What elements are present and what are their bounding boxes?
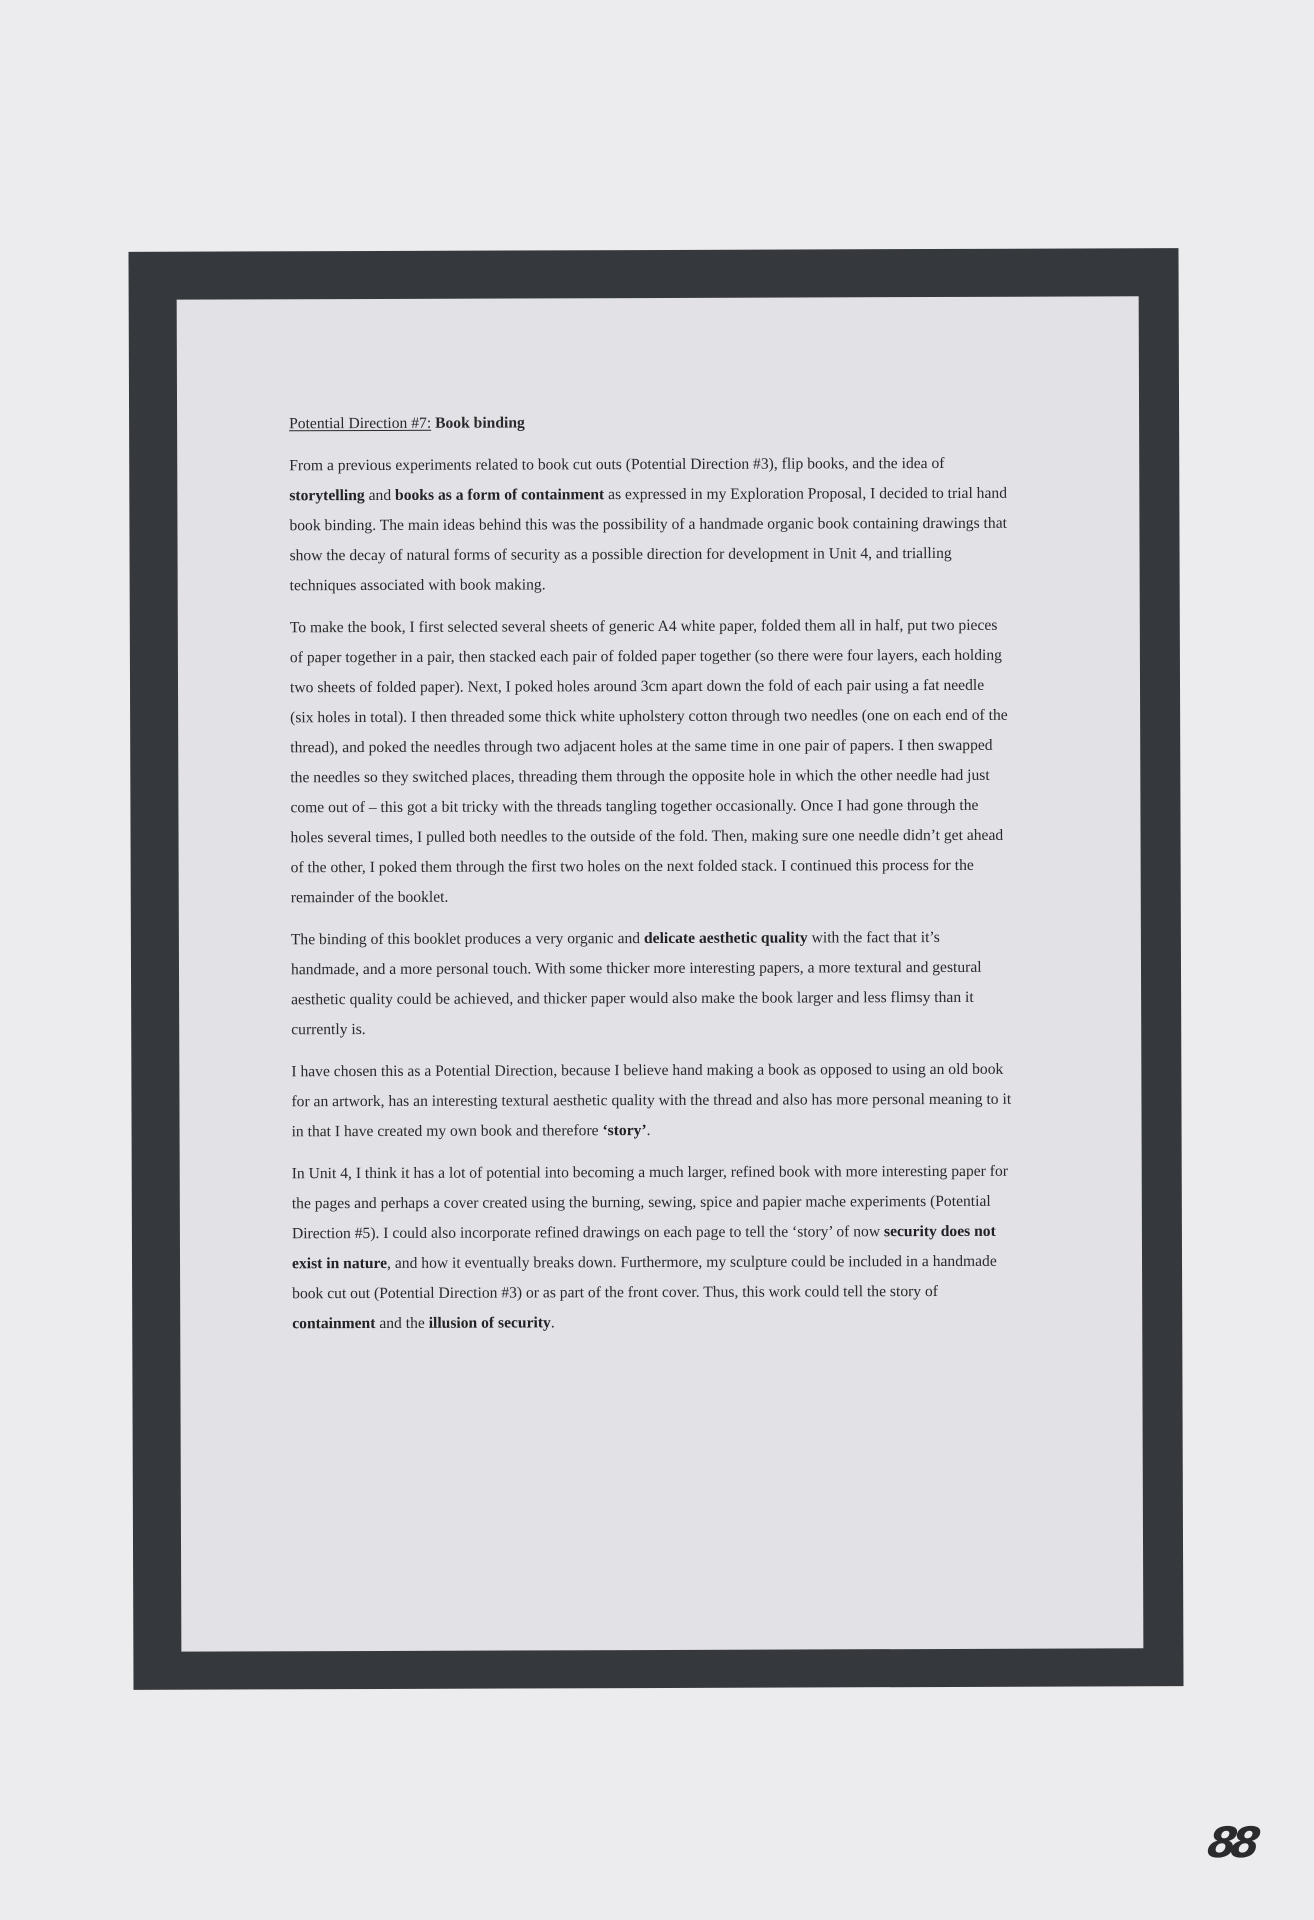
emphasis-text: books as a form of containment xyxy=(394,486,605,504)
body-paragraphs xyxy=(289,449,1012,1340)
emphasis-text: storytelling xyxy=(289,487,365,505)
emphasis-text: ‘story’ xyxy=(602,1122,647,1140)
document-content xyxy=(289,407,1012,1352)
paragraph-text: and the xyxy=(375,1314,429,1332)
emphasis-text: delicate aesthetic quality xyxy=(643,929,808,948)
body-paragraph xyxy=(290,611,1011,914)
emphasis-text: illusion of security xyxy=(428,1314,551,1332)
paragraph-text: with the fact that it’s handmade, and a more personal touch. With some thicker more interesting papers, a more textural and gestural aesthetic quality could be achieved, and thicker paper would also make the book larger and less flimsy than it currently is. xyxy=(290,929,982,1039)
paragraph-text: , and how it eventually breaks down. Furthermore, my sculpture could be included in a handmade book cut out (Potential Direction #3) or as part of the front cover. Thus, this work could tell the story of xyxy=(292,1252,997,1303)
emphasis-text: security does not exist in nature xyxy=(291,1222,996,1273)
paragraph-text: as expressed in my Exploration Proposal, I decided to trial hand book binding. The main ideas behind this was the possibility of a handmade organic book containing drawings that show the decay of natural forms of security as a possible direction for development in Unit 4, and trialling techniques associated with book making. xyxy=(289,484,1008,595)
paragraph-text: I have chosen this as a Potential Direction, because I believe hand making a book as opposed to using an old book for an artwork, has an interesting textural aesthetic quality with the thread and also has more personal meaning to it in that I have created my own book and therefore xyxy=(291,1060,1012,1141)
emphasis-text: containment xyxy=(292,1314,376,1333)
heading-title: Book binding xyxy=(435,414,525,432)
dark-mount-board xyxy=(128,248,1183,1690)
document-heading xyxy=(289,407,1009,440)
paragraph-text: and xyxy=(364,486,396,505)
paragraph-text: The binding of this booklet produces a very organic and xyxy=(290,930,645,949)
handwritten-page-number: 88 xyxy=(1204,1818,1258,1867)
body-paragraph xyxy=(292,1157,1013,1340)
paragraph-text: From a previous experiments related to book cut outs (Potential Direction #3), flip books, and the idea of xyxy=(289,454,945,475)
paragraph-text: . xyxy=(550,1314,555,1332)
paragraph-text: In Unit 4, I think it has a lot of potential into becoming a much larger, refined book with more interesting paper for the pages and perhaps a cover created using the burning, sewing, spice and papier mache experiments (Potential Direction #5). I could also incorporate refined drawings on each page to tell the ‘story’ of now xyxy=(291,1162,1008,1243)
body-paragraph xyxy=(291,923,1011,1046)
paragraph-text: . xyxy=(646,1122,651,1140)
heading-label: Potential Direction #7: xyxy=(289,414,432,433)
printed-sheet xyxy=(177,296,1144,1651)
body-paragraph xyxy=(291,1055,1011,1148)
paragraph-text: To make the book, I first selected several sheets of generic A4 white paper, folded them all in half, put two pieces of paper together in a pair, then stacked each pair of folded paper together (so there were four layers, each holding two sheets of folded paper). Next, I poked holes around 3cm apart down the fold of each pair using a fat needle (six holes in total). I then threaded some thick white upholstery cotton through two needles (one on each end of the thread), and poked the needles through two adjacent holes at the same time in one pair of papers. I then swapped the needles so they switched places, threading them through the opposite hole in which the other needle had just come out of – this got a bit tricky with the threads tangling together occasionally. Once I had gone through the holes several times, I pulled both needles to the outside of the fold. Then, making sure one needle didn’t get ahead of the other, I poked them through the first two holes on the next folded stack. I continued this process for the remainder of the booklet. xyxy=(289,616,1008,907)
body-paragraph xyxy=(289,449,1010,602)
